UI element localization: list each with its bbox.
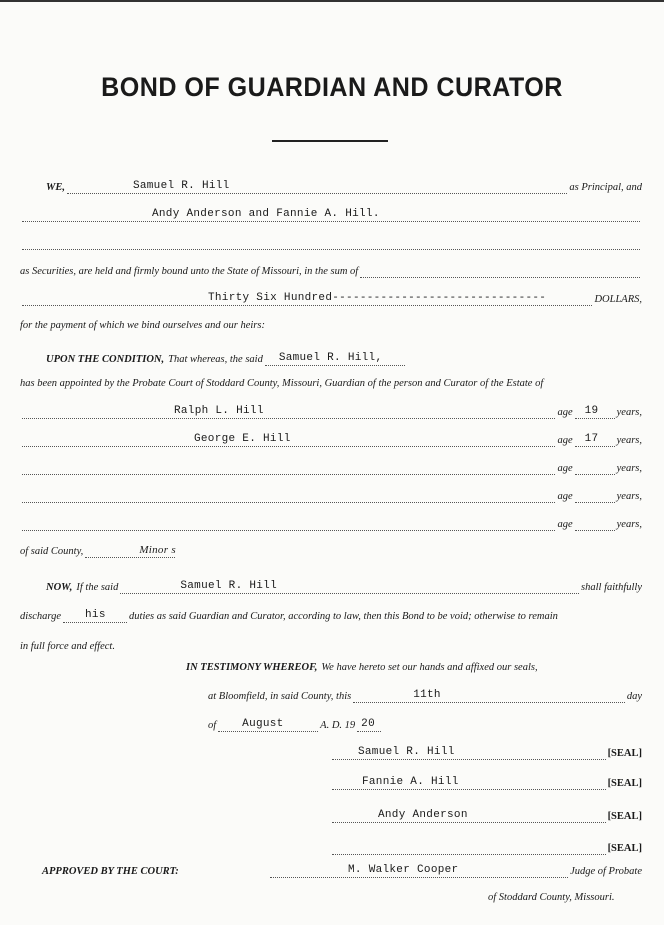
dollars-label: DOLLARS, — [594, 294, 642, 305]
securities-text: as Securities, are held and firmly bound unto the State of Missouri, in the sum of — [20, 266, 359, 277]
now-lead: NOW, — [46, 582, 73, 593]
age-label: age — [557, 435, 573, 446]
years-label: years, — [616, 435, 642, 446]
minor-row — [20, 489, 642, 505]
pronoun-field — [63, 608, 127, 623]
title-underline — [272, 140, 388, 142]
condition-text: That whereas, the said — [168, 354, 263, 365]
seal-label: [SEAL] — [607, 748, 642, 759]
signature-field — [332, 745, 606, 760]
county-field — [85, 543, 175, 558]
minor-row — [20, 461, 642, 477]
month-value: August — [242, 718, 284, 730]
force-line — [20, 639, 642, 655]
day-field — [353, 688, 625, 703]
year-field — [357, 717, 381, 732]
minor-age: 19 — [584, 405, 599, 417]
signature-line — [20, 809, 642, 825]
securities-line — [20, 264, 642, 280]
age-label: age — [557, 463, 573, 474]
now-name: Samuel R. Hill — [180, 580, 277, 592]
minor-name-field — [22, 488, 555, 503]
day-label: day — [626, 691, 642, 702]
now-text: If the said — [76, 582, 119, 593]
minor-name: George E. Hill — [194, 433, 291, 445]
amount-field — [22, 291, 592, 306]
place-line — [20, 689, 642, 705]
testimony-line — [20, 660, 642, 676]
age-field — [575, 488, 615, 503]
county-line-text: of Stoddard County, Missouri. — [488, 892, 615, 903]
judge-field — [270, 863, 568, 878]
signature-line — [20, 776, 642, 792]
testimony-lead: IN TESTIMONY WHEREOF, — [186, 662, 318, 673]
principal-label: as Principal, and — [569, 182, 642, 193]
blank-field-1 — [22, 235, 640, 250]
age-field — [575, 404, 615, 419]
minor-row — [20, 433, 642, 449]
ad-label: A. D. 19 — [320, 720, 356, 731]
seal-label: [SEAL] — [607, 778, 642, 789]
principal-field — [67, 179, 567, 194]
day-value: 11th — [413, 689, 441, 701]
judge-name: M. Walker Cooper — [348, 864, 459, 876]
age-label: age — [557, 519, 573, 530]
condition-line — [20, 352, 642, 368]
discharge-text: duties as said Guardian and Curator, according to law, then this Bond to be void; otherwise to remain — [129, 611, 558, 622]
minor-name-field — [22, 432, 555, 447]
age-label: age — [557, 491, 573, 502]
signature-name: Andy Anderson — [378, 809, 468, 821]
years-label: years, — [616, 491, 642, 502]
payment-text: for the payment of which we bind ourselves and our heirs: — [20, 320, 265, 331]
discharge-line — [20, 609, 642, 625]
minor-name-field — [22, 516, 555, 531]
signature-field — [332, 840, 606, 855]
amount-words: Thirty Six Hundred------------------------------- — [208, 292, 547, 304]
seal-label: [SEAL] — [607, 811, 642, 822]
county-value: Minor s — [139, 544, 176, 556]
judge-title: Judge of Probate — [570, 866, 642, 877]
years-label: years, — [616, 519, 642, 530]
minor-age: 17 — [584, 433, 599, 445]
approval-line — [20, 864, 642, 880]
minor-row — [20, 405, 642, 421]
signature-field — [332, 775, 606, 790]
approval-label: APPROVED BY THE COURT: — [42, 866, 179, 877]
appointed-text: has been appointed by the Probate Court of Stoddard County, Missouri, Guardian of the person and Curator of the Estate of — [20, 378, 544, 389]
place-text: at Bloomfield, in said County, this — [208, 691, 352, 702]
county-label: of said County, — [20, 546, 84, 557]
age-field — [575, 460, 615, 475]
age-field — [575, 432, 615, 447]
blank-line-1 — [20, 236, 642, 252]
appointed-line — [20, 376, 642, 392]
minor-name-field — [22, 404, 555, 419]
condition-name: Samuel R. Hill, — [278, 352, 383, 364]
seal-label: [SEAL] — [607, 843, 642, 854]
signature-name: Fannie A. Hill — [362, 776, 459, 788]
amount-line — [20, 292, 642, 308]
now-tail: shall faithfully — [581, 582, 642, 593]
month-field — [218, 717, 318, 732]
signature-field — [332, 808, 606, 823]
date-line — [20, 718, 642, 734]
condition-name-field — [265, 351, 405, 366]
signature-line — [20, 841, 642, 857]
force-text: in full force and effect. — [20, 641, 115, 652]
age-field — [575, 516, 615, 531]
sureties-line — [20, 208, 642, 224]
minor-name: Ralph L. Hill — [174, 405, 264, 417]
sureties-field — [22, 207, 640, 222]
county-line — [20, 544, 642, 560]
condition-lead: UPON THE CONDITION, — [46, 354, 165, 365]
now-line — [20, 580, 642, 596]
years-label: years, — [616, 463, 642, 474]
pronoun-value: his — [85, 609, 106, 621]
age-label: age — [557, 407, 573, 418]
minor-row — [20, 517, 642, 533]
signature-line — [20, 746, 642, 762]
minor-name-field — [22, 460, 555, 475]
testimony-text: We have hereto set our hands and affixed our seals, — [321, 662, 538, 673]
now-name-field — [120, 579, 579, 594]
payment-line — [20, 318, 642, 334]
signature-name: Samuel R. Hill — [358, 746, 455, 758]
securities-field — [360, 263, 640, 278]
document-title: BOND OF GUARDIAN AND CURATOR — [101, 72, 563, 102]
of-label: of — [208, 720, 217, 731]
county-signature-line — [20, 890, 642, 906]
we-label: WE, — [46, 182, 65, 193]
year-value: 20 — [361, 718, 375, 730]
principal-line — [20, 180, 642, 196]
discharge-label: discharge — [20, 611, 62, 622]
sureties-names: Andy Anderson and Fannie A. Hill. — [152, 208, 380, 220]
principal-name: Samuel R. Hill — [132, 180, 230, 192]
years-label: years, — [616, 407, 642, 418]
